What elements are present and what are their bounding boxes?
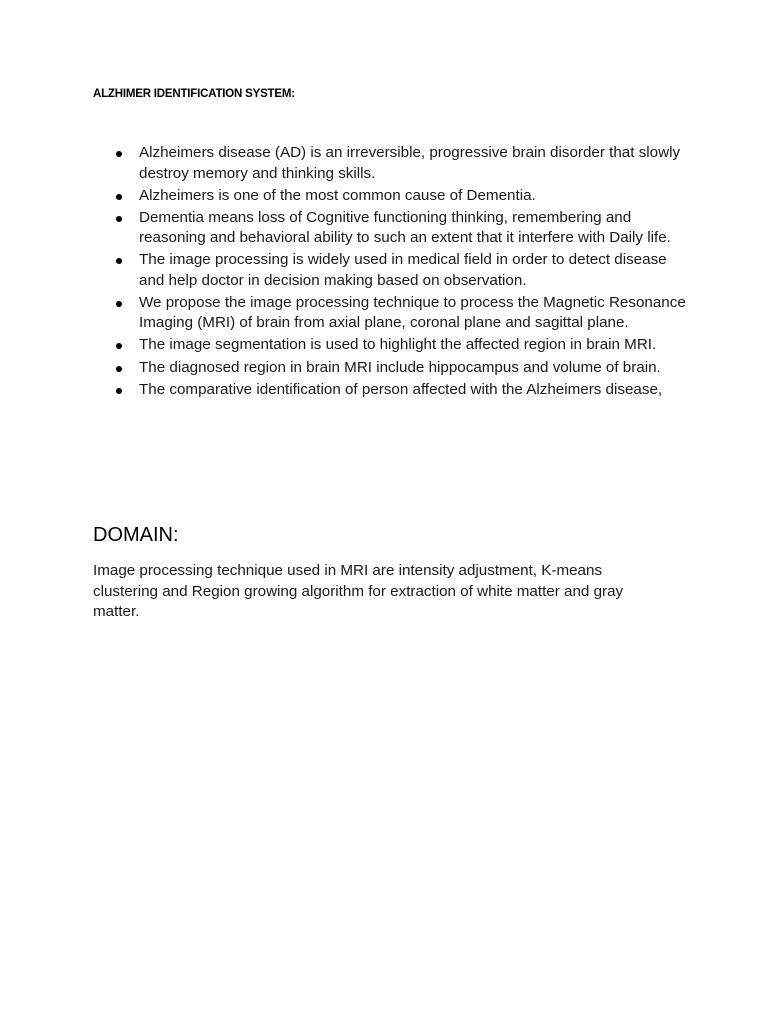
list-item-text: Alzheimers is one of the most common cause of Dementia. xyxy=(139,186,536,204)
list-item xyxy=(114,208,694,249)
list-item-text: Alzheimers disease (AD) is an irreversible, progressive brain disorder that slowly destroy memory and thinking skills. xyxy=(139,144,681,182)
list-item-text: The image segmentation is used to highlight the affected region in brain MRI. xyxy=(139,336,657,354)
bullet-icon xyxy=(116,194,122,200)
list-item xyxy=(114,143,694,184)
bullet-icon xyxy=(116,343,122,349)
bullet-list xyxy=(114,143,694,402)
list-item xyxy=(114,358,694,379)
domain-paragraph: Image processing technique used in MRI are intensity adjustment, K-means clustering and Region growing algorithm for extraction of white matter and gray matter. xyxy=(93,562,624,620)
list-item xyxy=(114,293,694,334)
list-item xyxy=(114,250,694,291)
list-item xyxy=(114,186,694,207)
bullet-icon xyxy=(116,388,122,394)
bullet-icon xyxy=(116,301,122,307)
domain-heading: DOMAIN: xyxy=(93,524,179,546)
list-item-text: The image processing is widely used in medical field in order to detect disease and help doctor in decision making based on observation. xyxy=(139,251,667,289)
document-title: ALZHIMER IDENTIFICATION SYSTEM: xyxy=(93,88,295,100)
bullet-icon xyxy=(116,151,122,157)
list-item-text: We propose the image processing technique to process the Magnetic Resonance Imaging (MRI) of brain from axial plane, coronal plane and sagittal plane. xyxy=(139,293,686,332)
bullet-icon xyxy=(116,216,122,222)
bullet-icon xyxy=(116,258,122,264)
list-item-text: The comparative identification of person affected with the Alzheimers disease, xyxy=(139,380,663,398)
list-item xyxy=(114,380,694,401)
list-item-text: Dementia means loss of Cognitive functioning thinking, remembering and reasoning and behavioral ability to such an extent that it interfere with Daily life. xyxy=(139,208,671,247)
list-item-text: The diagnosed region in brain MRI include hippocampus and volume of brain. xyxy=(139,358,661,376)
list-item xyxy=(114,335,694,356)
bullet-icon xyxy=(116,366,122,372)
